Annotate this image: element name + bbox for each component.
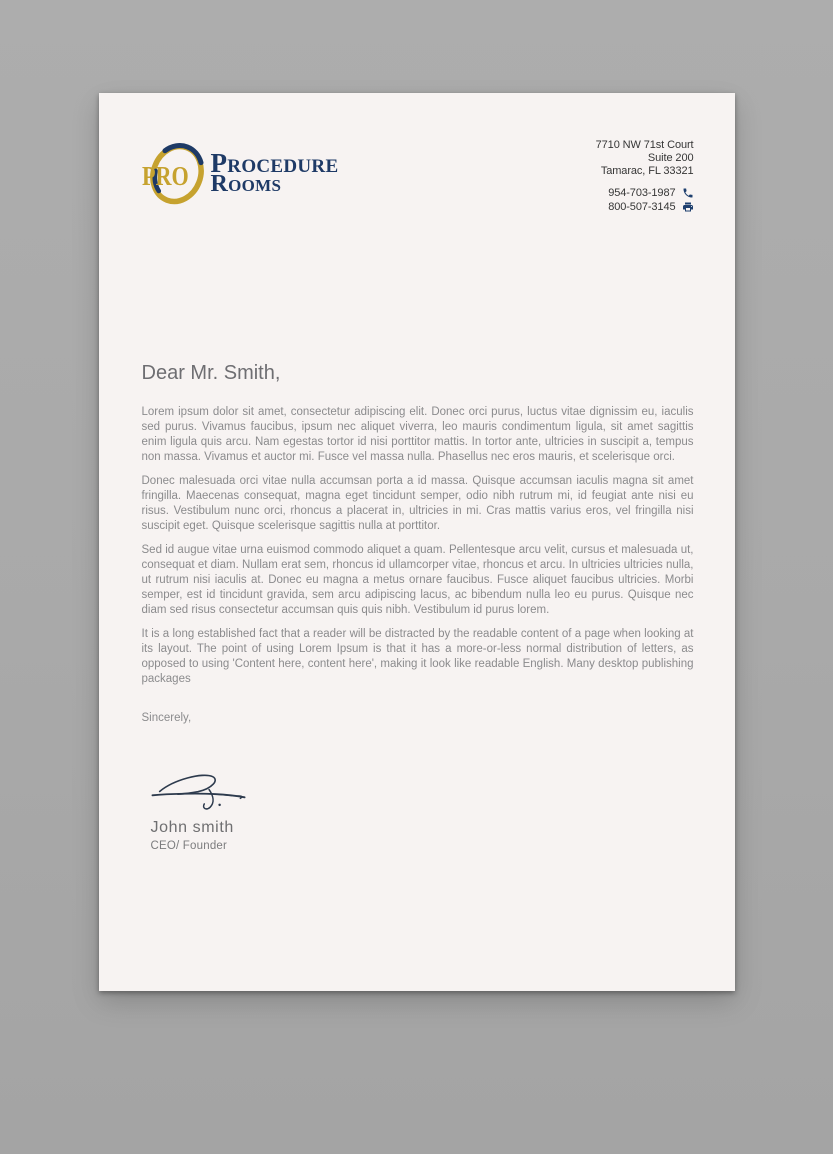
phone-icon [682,187,694,199]
company-address [596,139,694,178]
address-line-3: Tamarac, FL 33321 [600,165,694,177]
address-line-1: 7710 NW 71st Court [595,139,694,151]
contact-block [596,139,694,214]
company-logo [142,143,339,205]
fax-row [608,200,693,214]
salutation: Dear Mr. Smith, [141,362,281,384]
paragraph-3: Sed id augue vitae urna euismod commodo aliquet a quam. Pellentesque arcu velit, cursus et malesuada ut, consequat et diam. Nullam erat sem, rhoncus id ullamcorper vitae, rhoncus et arcu. In ultricies ultricies nulla, ut rutrum nisi iaculis at. Donec eu magna a metus ornare faucibus. Fusce aliquet faucibus ultricies. Morbi semper, est id tincidunt gravida, sem arcu adipiscing lacus, ac bibendum nulla leo eu purus. Quisque nec diam sed risus consectetur accumsan quis quis nibh. Vestibulum id purus lorem. [141,544,694,616]
logo-wordmark-line2: Rooms [210,171,282,198]
signer-name: John smith [150,819,234,836]
paragraph-1: Lorem ipsum dolor sit amet, consectetur adipiscing elit. Donec orci purus, luctus vitae dignissim eu, iaculis sed purus. Vivamus faucibus, ipsum nec aliquet viverra, leo mauris condimentum ligula, sit amet sagittis enim ligula quis arcu. Nam egestas tortor id nisi porttitor mattis. In tortor ante, ultricies in suscipit a, tempus non massa. Vivamus et auctor mi. Fusce vel massa nulla. Phasellus nec eros mauris, et scelerisque orci. [141,406,694,463]
logo-mark [142,143,208,205]
logo-wordmark-line1: Procedure [210,148,339,178]
letterhead-header [142,139,694,261]
phone-row [608,186,693,200]
logo-wordmark [210,148,339,198]
phone-numbers [608,186,693,214]
paragraph-2: Donec malesuada orci vitae nulla accumsan porta a id massa. Quisque accumsan iaculis magna sit amet fringilla. Maecenas consequat, magna eget tincidunt semper, odio nibh rutrum mi, id feugiat ante nisi eu risus. Vestibulum nunc orci, rhoncus a placerat in, ultricies in mi. Cras mattis varius eros, vel fringilla nisi suscipit eget. Quisque scelerisque sagittis nulla at porttitor. [141,475,694,532]
logo-acronym: PRO [141,161,189,191]
letter-page [99,93,735,991]
letter-body [142,360,694,852]
address-line-2: Suite 200 [647,152,694,164]
signer-title: CEO/ Founder [150,840,228,852]
paragraph-4: It is a long established fact that a reader will be distracted by the readable content of a page when looking at its layout. The point of using Lorem Ipsum is that it has a more-or-less normal distribution of letters, as opposed to using 'Content here, content here', making it look like readable English. Many desktop publishing packages [141,628,694,685]
closing-line: Sincerely, [141,712,192,724]
handwritten-signature-image [150,766,248,814]
phone-number: 954-703-1987 [608,187,676,199]
fax-icon [682,201,694,213]
fax-number: 800-507-3145 [608,201,676,213]
